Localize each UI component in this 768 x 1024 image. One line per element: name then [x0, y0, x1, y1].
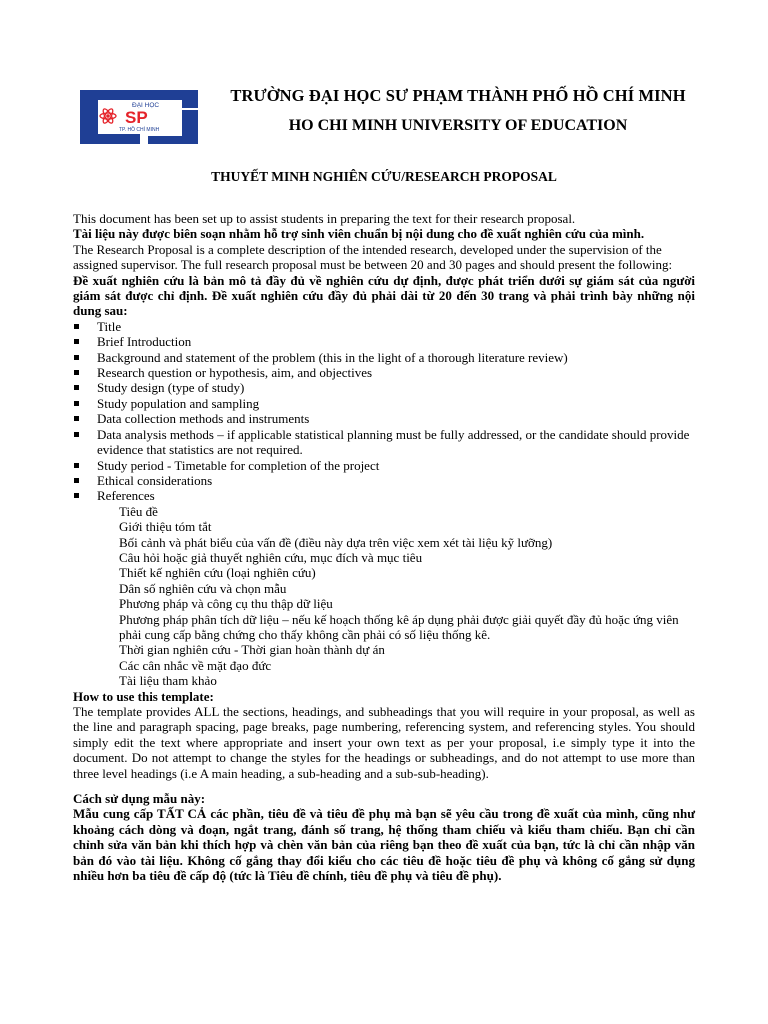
list-item: Thiết kế nghiên cứu (loại nghiên cứu) [119, 565, 316, 581]
proposal-contents-list-vn [73, 504, 695, 689]
logo-text-sp: SP [125, 108, 148, 127]
list-item: Dân số nghiên cứu và chọn mẫu [119, 580, 287, 596]
list-item: Title [73, 319, 695, 334]
intro-en-1: This document has been set up to assist students in preparing the text for their research proposal. [73, 211, 576, 226]
list-item: Thời gian nghiên cứu - Thời gian hoàn thành dự án [119, 642, 385, 658]
list-item: Data collection methods and instruments [73, 411, 695, 426]
logo-text-top: ĐẠI HỌC [132, 102, 160, 109]
howto-body-vn: Mẫu cung cấp TẤT CẢ các phần, tiêu đề và tiêu đề phụ mà bạn sẽ yêu cầu trong đề xuất của mình, cũng như khoảng cách dòng và đoạn, ngắt trang, đánh số trang, hệ thống tham chiếu và kiểu tham chiếu. Bạn chỉ cần chỉnh sửa văn bản khi thích hợp và chèn văn bản của riêng bạn theo đề xuất của bạn, tức là chỉ cần nhập văn bản đó vào tài liệu. Không cố gắng thay đổi kiểu cho các tiêu đề hoặc tiêu đề phụ và không cố gắng sử dụng nhiều hơn ba tiêu đề cấp độ (tức là Tiêu đề chính, tiêu đề phụ và tiêu đề phụ). [73, 806, 695, 884]
intro-en-2: The Research Proposal is a complete description of the intended research, developed under the supervision of the assigned supervisor. The full research proposal must be between 20 and 30 pages and should present the following: [73, 241, 673, 273]
intro-vn-2: Đề xuất nghiên cứu là bản mô tả đầy đủ về nghiên cứu dự định, được phát triển dưới sự giám sát của người giám sát được chỉ định. Đề xuất nghiên cứu đầy đủ phải dài từ 20 đến 30 trang và phải trình bày những nội dung sau: [73, 272, 695, 319]
list-item: Tài liệu tham khảo [119, 673, 217, 689]
howto-heading-vn: Cách sử dụng mẫu này: [73, 791, 206, 807]
university-name-vn: TRƯỜNG ĐẠI HỌC SƯ PHẠM THÀNH PHỐ HỒ CHÍ MINH [230, 86, 686, 105]
list-item: Câu hỏi hoặc giả thuyết nghiên cứu, mục đích và mục tiêu [119, 549, 423, 565]
document-title: THUYẾT MINH NGHIÊN CỨU/RESEARCH PROPOSAL [211, 169, 557, 184]
intro-vn-1: Tài liệu này được biên soạn nhằm hỗ trợ sinh viên chuẩn bị nội dung cho đề xuất nghiên cứu của mình. [73, 226, 645, 242]
logo-text-bottom: TP. HỒ CHÍ MINH [119, 127, 160, 133]
list-item: Ethical considerations [73, 473, 695, 488]
document-body [73, 211, 695, 883]
list-item: Bối cảnh và phát biểu của vấn đề (điều này dựa trên việc xem xét tài liệu kỹ lưỡng) [119, 534, 553, 550]
list-item: Study period - Timetable for completion of the project [73, 458, 695, 473]
proposal-contents-list-en [73, 319, 695, 504]
list-item: Phương pháp phân tích dữ liệu – nếu kế hoạch thống kê áp dụng phải được giải quyết đầy đủ hoặc ứng viên phải cung cấp bằng chứng cho thấy không cần phải có số liệu thống kê. [119, 611, 679, 642]
list-item: Phương pháp và công cụ thu thập dữ liệu [119, 596, 333, 612]
list-item: Brief Introduction [73, 334, 695, 349]
list-item: Tiêu đề [119, 503, 158, 519]
list-item: Data analysis methods – if applicable statistical planning must be fully addressed, or the candidate should provide evidence that statistics are not required. [73, 427, 695, 458]
howto-heading-en: How to use this template: [73, 688, 214, 704]
list-item: Study design (type of study) [73, 380, 695, 395]
list-item: Background and statement of the problem (this in the light of a thorough literature review) [73, 350, 695, 365]
list-item: References [73, 488, 695, 503]
list-item: Research question or hypothesis, aim, and objectives [73, 365, 695, 380]
howto-body-en: The template provides ALL the sections, headings, and subheadings that you will require in your proposal, as well as the line and paragraph spacing, page breaks, page numbering, referencing system, and referencing styles. You should simply edit the text where appropriate and insert your own text as per your proposal, i.e simply type it into the document. Do not attempt to change the styles for the headings or subheadings, and do not attempt to use more than three level headings (i.e A main heading, a sub-heading and a sub-sub-heading). [73, 704, 695, 781]
university-name-en: HO CHI MINH UNIVERSITY OF EDUCATION [288, 117, 628, 134]
list-item: Study population and sampling [73, 396, 695, 411]
list-item: Giới thiệu tóm tắt [119, 519, 212, 535]
list-item: Các cân nhắc về mặt đạo đức [119, 657, 272, 673]
university-logo [78, 88, 200, 146]
